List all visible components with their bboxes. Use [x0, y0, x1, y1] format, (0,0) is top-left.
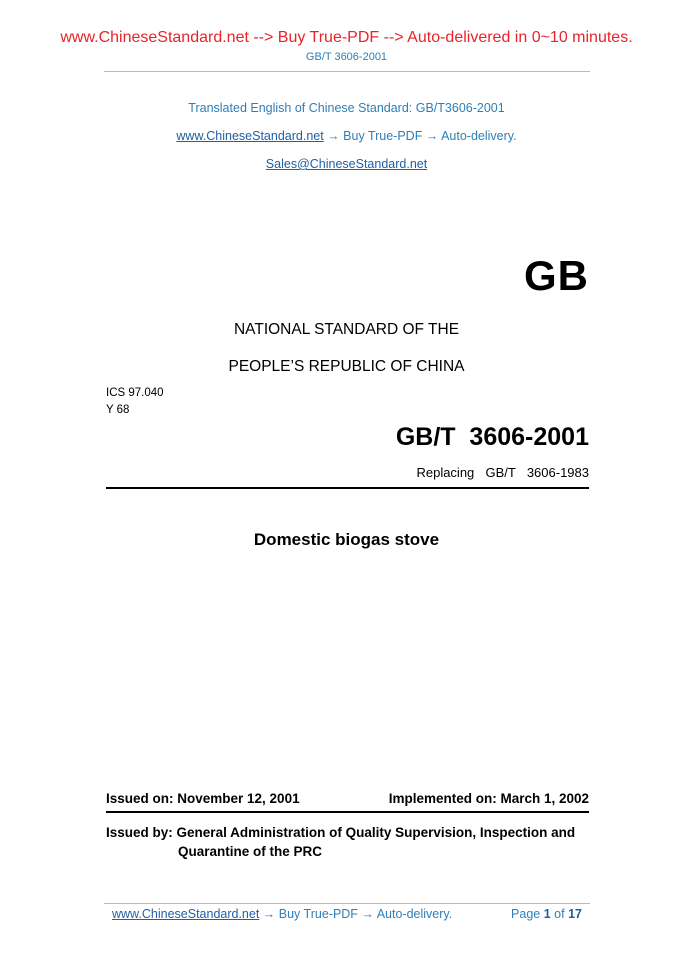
- site-link[interactable]: www.ChineseStandard.net: [176, 129, 324, 143]
- national-standard-line-1: NATIONAL STANDARD OF THE: [233, 321, 460, 338]
- classification-code: Y 68: [106, 404, 130, 416]
- header-standard-code: GB/T 3606-2001: [305, 51, 388, 63]
- page-indicator: [511, 907, 582, 921]
- issued-by-label: Issued by:: [106, 825, 173, 840]
- page-of: of: [554, 907, 565, 921]
- issued-by-line-1: [106, 823, 575, 842]
- footer: [112, 907, 582, 921]
- header-divider: [104, 71, 590, 72]
- page-total: 17: [568, 907, 582, 921]
- title-divider: [106, 487, 589, 489]
- gb-mark: GB: [524, 252, 589, 299]
- footer-site-link[interactable]: www.ChineseStandard.net: [112, 907, 260, 921]
- page-label: Page: [511, 907, 541, 921]
- translation-note: Translated English of Chinese Standard: GB/T3606-2001: [188, 101, 505, 115]
- email-link[interactable]: Sales@ChineseStandard.net: [265, 157, 428, 171]
- standard-number: GB/T 3606-2001: [395, 423, 589, 451]
- ics-code: ICS 97.040: [106, 387, 164, 399]
- implemented-on: Implemented on: March 1, 2002: [388, 791, 589, 806]
- national-standard-line-2: PEOPLE’S REPUBLIC OF CHINA: [228, 358, 465, 375]
- top-banner[interactable]: www.ChineseStandard.net --> Buy True-PDF --> Auto-delivered in 0~10 minutes.: [60, 29, 633, 46]
- issued-by-agency: General Administration of Quality Supervision, Inspection and: [176, 825, 576, 840]
- site-line: [0, 129, 693, 143]
- footer-site-suffix: → Buy True-PDF → Auto-delivery.: [259, 907, 453, 921]
- issued-on: Issued on: November 12, 2001: [106, 791, 300, 806]
- email-line: [0, 157, 693, 171]
- issue-divider: [106, 811, 589, 813]
- footer-divider: [104, 903, 590, 904]
- replacing-note: Replacing GB/T 3606-1983: [416, 465, 589, 480]
- site-suffix: → Buy True-PDF → Auto-delivery.: [323, 129, 517, 143]
- issued-by-line-2: Quarantine of the PRC: [178, 844, 323, 859]
- document-title: Domestic biogas stove: [253, 530, 440, 549]
- page-current: 1: [543, 907, 551, 921]
